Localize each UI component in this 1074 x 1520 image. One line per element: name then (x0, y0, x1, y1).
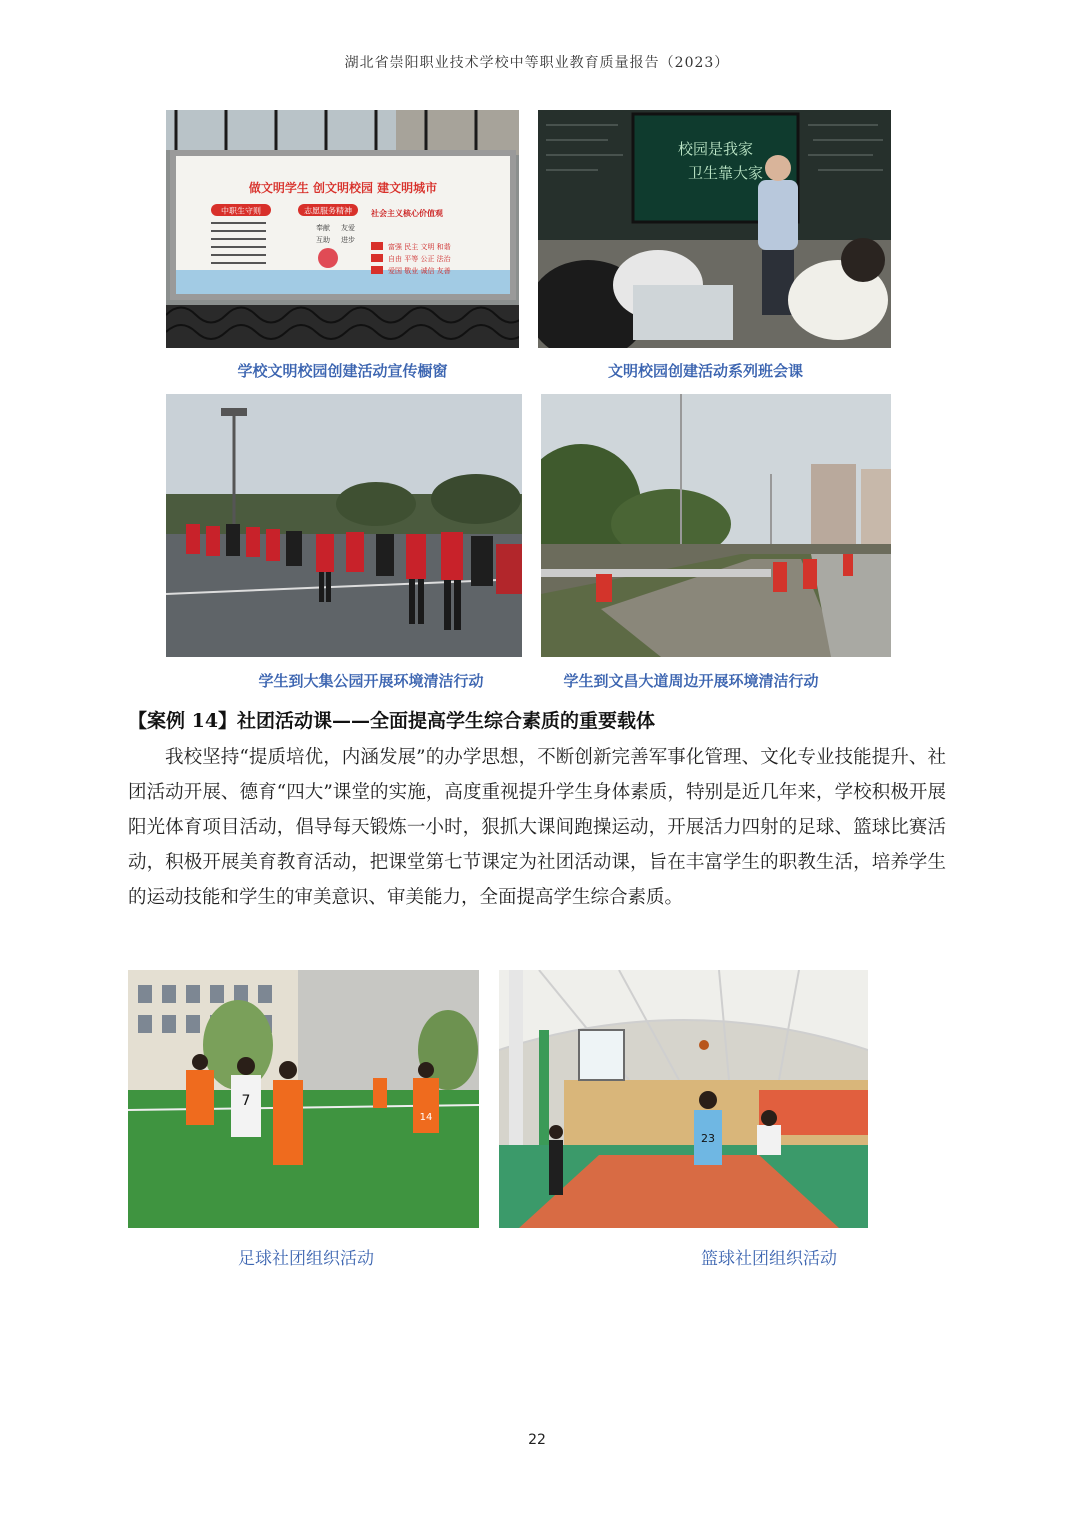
board-slogan: 做文明学生 创文明校园 建文明城市 (248, 181, 438, 195)
board-right-heading: 社会主义核心价值观 (371, 209, 443, 218)
class-meeting-photo (538, 110, 891, 348)
board-right-row: 自由 平等 公正 法治 (388, 255, 451, 263)
page-header: 湖北省崇阳职业技术学校中等职业教育质量报告（2023） (344, 55, 730, 71)
paragraph-text: 我校坚持“提质培优，内涵发展”的办学思想，不断创新完善军事化管理、文化专业技能提升、社团活动开展、德育“四大”课堂的实施，高度重视提升学生身体素质，特别是近几年来，学校积极开展阳光体育项目活动，倡导每天锻炼一小时，狠抓大课间跑操运动，开展活力四射的足球、篮球比赛活动，积极开展美育教育活动，把课堂第七节课定为社团活动课，旨在丰富学生的职教生活，培养学生的运动技能和学生的审美意识、审美能力，全面提高学生综合素质。 (128, 747, 946, 908)
park-cleanup-photo (166, 394, 522, 657)
caption-basketball-club: 篮球社团组织活动 (701, 1249, 837, 1269)
basketball-club-photo (499, 970, 868, 1228)
case-title: 【案例 14】社团活动课——全面提高学生综合素质的重要载体 (128, 710, 656, 732)
board-mid-word: 友爱 (341, 224, 355, 232)
blackboard-text: 卫生靠大家 (688, 164, 764, 182)
caption-class-meeting: 文明校园创建活动系列班会课 (607, 362, 803, 380)
blackboard-text: 校园是我家 (678, 140, 754, 158)
caption-park-cleanup: 学生到大集公园开展环境清洁行动 (258, 672, 484, 690)
publicity-board-photo (166, 110, 519, 348)
caption-road-cleanup: 学生到文昌大道周边开展环境清洁行动 (563, 672, 819, 690)
jersey-number: 23 (701, 1132, 715, 1145)
jersey-number: 14 (419, 1112, 433, 1123)
board-right-row: 爱国 敬业 诚信 友善 (388, 267, 451, 275)
road-cleanup-photo (541, 394, 891, 657)
board-mid-word: 进步 (341, 236, 355, 244)
board-mid-word: 互助 (316, 236, 330, 244)
board-left-label: 中职生守则 (221, 206, 261, 216)
case-paragraph (128, 740, 946, 915)
board-mid-label: 志愿服务精神 (304, 206, 352, 216)
board-right-row: 富强 民主 文明 和谐 (388, 243, 451, 251)
football-club-photo (128, 970, 479, 1228)
board-mid-word: 奉献 (316, 224, 330, 232)
caption-football-club: 足球社团组织活动 (238, 1249, 374, 1269)
page-number: 22 (528, 1432, 546, 1448)
caption-publicity-board: 学校文明校园创建活动宣传橱窗 (237, 362, 448, 380)
jersey-number: 7 (241, 1093, 251, 1109)
